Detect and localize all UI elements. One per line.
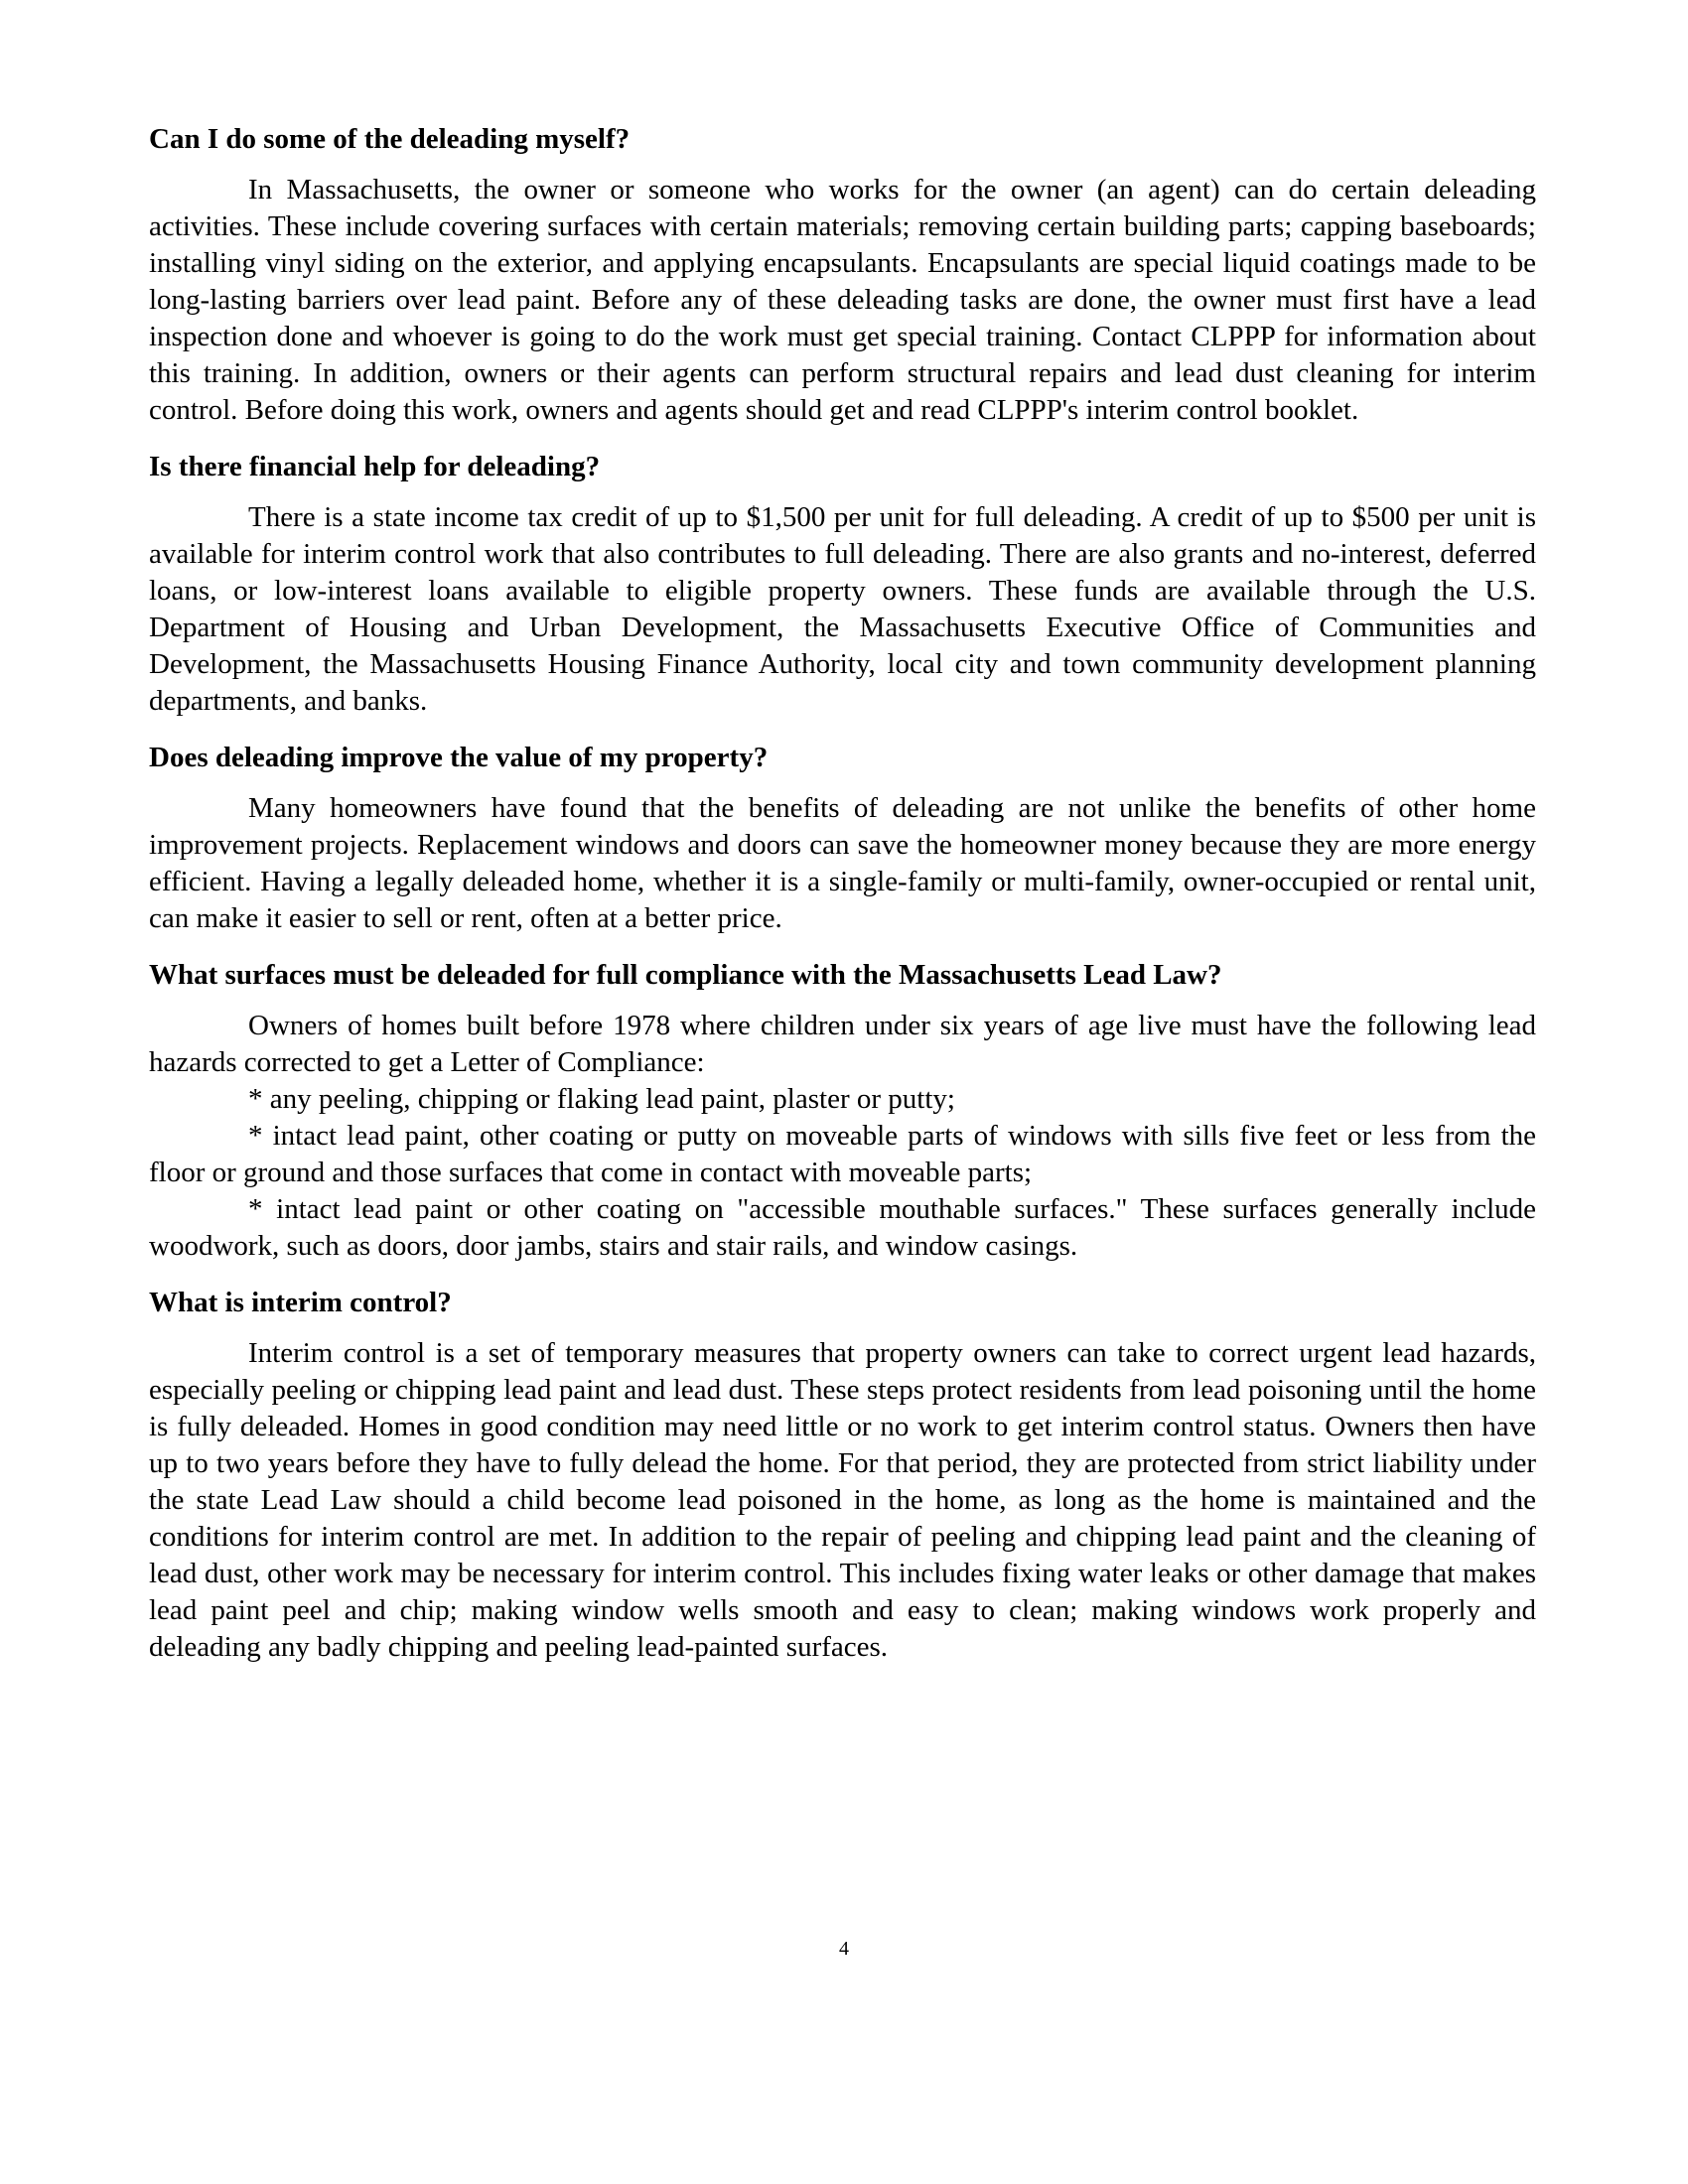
section-heading: What is interim control? [149,1287,452,1318]
section-financial-help [149,449,1536,720]
list-item: * intact lead paint, other coating or putty on moveable parts of windows with sills five feet or less from the floor or ground and those surfaces that come in contact with moveable parts; [149,1120,1536,1188]
section-paragraph: In Massachusetts, the owner or someone who works for the owner (an agent) can do certain deleading activities. These include covering surfaces with certain materials; removing certain building parts; capping baseboards; installing vinyl siding on the exterior, and applying encapsulants. Encapsulants are special liquid coatings made to be long-lasting barriers over lead paint. Before any of these deleading tasks are done, the owner must first have a lead inspection done and whoever is going to do the work must get special training. Contact CLPPP for information about this training. In addition, owners or their agents can perform structural repairs and lead dust cleaning for interim control. Before doing this work, owners and agents should get and read CLPPP's interim control booklet. [149,174,1536,426]
section-heading: Is there financial help for deleading? [149,451,601,482]
section-surfaces-compliance [149,957,1536,1265]
section-heading: Can I do some of the deleading myself? [149,123,631,155]
document-page [149,121,1536,1686]
list-item: * any peeling, chipping or flaking lead paint, plaster or putty; [248,1083,955,1115]
section-interim-control [149,1285,1536,1666]
page-number: 4 [839,1938,849,1960]
section-self-deleading [149,121,1536,429]
list-item: * intact lead paint or other coating on "accessible mouthable surfaces." These surfaces generally include woodwork, such as doors, door jambs, stairs and stair rails, and window casings. [149,1193,1536,1262]
section-paragraph: Many homeowners have found that the benefits of deleading are not unlike the benefits of other home improvement projects. Replacement windows and doors can save the homeowner money because they are more energy efficient. Having a legally deleaded home, whether it is a single-family or multi-family, owner-occupied or rental unit, can make it easier to sell or rent, often at a better price. [149,792,1536,934]
section-paragraph: There is a state income tax credit of up to $1,500 per unit for full deleading. A credit of up to $500 per unit is available for interim control work that also contributes to full deleading. There are also grants and no-interest, deferred loans, or low-interest loans available to eligible property owners. These funds are available through the U.S. Department of Housing and Urban Development, the Massachusetts Executive Office of Communities and Development, the Massachusetts Housing Finance Authority, local city and town community development planning departments, and banks. [149,501,1536,717]
section-paragraph: Owners of homes built before 1978 where children under six years of age live must have the following lead hazards corrected to get a Letter of Compliance: [149,1010,1536,1078]
section-property-value [149,740,1536,937]
section-heading: Does deleading improve the value of my property? [149,742,769,773]
section-paragraph: Interim control is a set of temporary measures that property owners can take to correct urgent lead hazards, especially peeling or chipping lead paint and lead dust. These steps protect residents from lead poisoning until the home is fully deleaded. Homes in good condition may need little or no work to get interim control status. Owners then have up to two years before they have to fully delead the home. For that period, they are protected from strict liability under the state Lead Law should a child become lead poisoned in the home, as long as the home is maintained and the conditions for interim control are met. In addition to the repair of peeling and chipping lead paint and the cleaning of lead dust, other work may be necessary for interim control. This includes fixing water leaks or other damage that makes lead paint peel and chip; making window wells smooth and easy to clean; making windows work properly and deleading any badly chipping and peeling lead-painted surfaces. [149,1337,1536,1663]
section-heading: What surfaces must be deleaded for full compliance with the Massachusetts Lead Law? [149,959,1222,991]
